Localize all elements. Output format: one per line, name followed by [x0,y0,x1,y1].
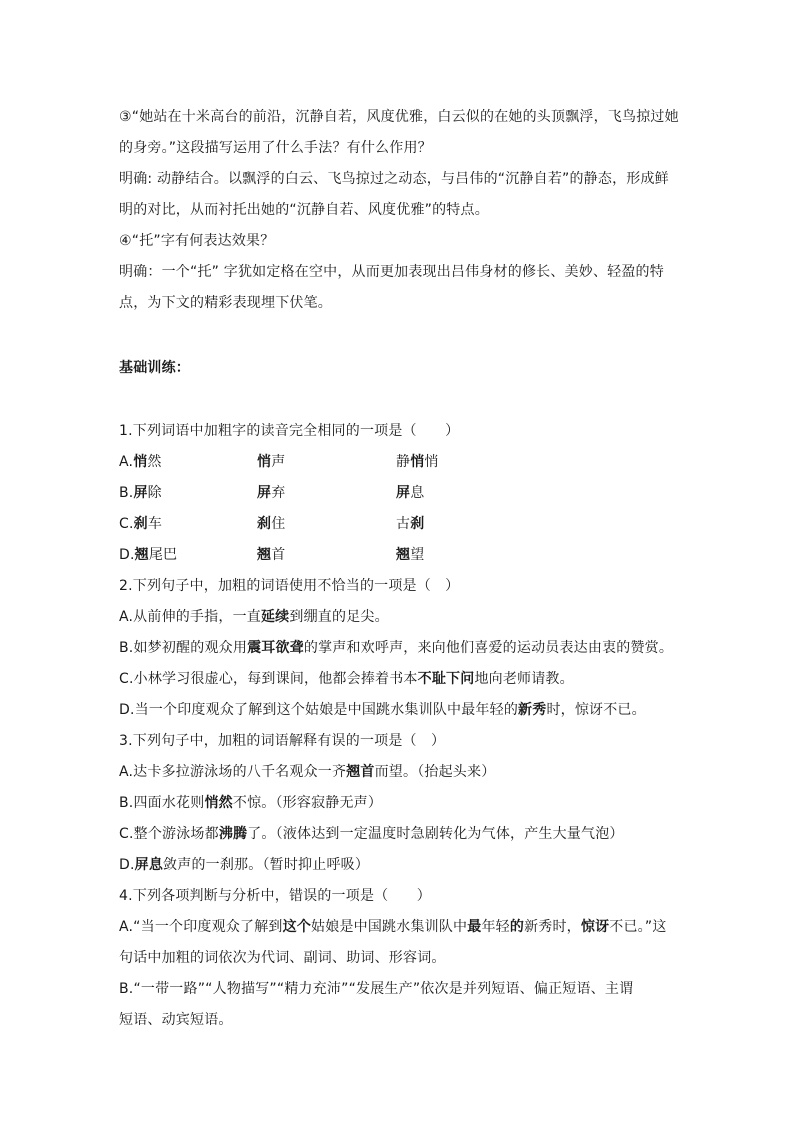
q2-stem: 2.下列句子中，加粗的词语使用不恰当的一项是（ ） [119,578,460,594]
q1-d-word1: D.翘尾巴 [119,547,178,563]
q4-option-a-line1: A.“当一个印度观众了解到这个姑娘是中国跳水集训队中最年轻的新秀时，惊讶不已。”这 [119,919,667,935]
q4-option-a-line2: 句话中加粗的词依次为代词、副词、助词、形容词。 [119,950,446,966]
q3-stem: 3.下列句子中，加粗的词语解释有误的一项是（ ） [119,733,446,749]
q3-question-line2: 的身旁。”这段描写运用了什么手法？有什么作用？ [119,140,432,156]
q2-option-a: A.从前伸的手指，一直延续到绷直的足尖。 [119,609,389,625]
document-content [119,102,679,1036]
q1-c-word1: C.刹车 [119,516,163,532]
q3-option-c: C.整个游泳场都沸腾了。（液体达到一定温度时急剧转化为气体，产生大量气泡） [119,826,624,842]
q4-answer-line1: 明确：一个“托” 字犹如定格在空中，从而更加表现出吕伟身材的修长、美妙、轻盈的特 [119,264,664,280]
q1-d-word3: 翘望 [396,547,425,563]
q1-option-b [119,478,679,509]
q4-analysis-question: ④“托”字有何表达效果？ [119,233,275,249]
q3-option-b: B.四面水花则悄然不惊。（形容寂静无声） [119,795,383,811]
q1-b-word1: B.屏除 [119,485,162,501]
q1-option-d [119,540,679,571]
q1-c-word2: 刹住 [257,516,286,532]
q3-question-line1: ③“她站在十米高台的前沿，沉静自若，风度优雅，白云似的在她的头顶飘浮，飞鸟掠过她 [119,109,679,125]
q1-option-c [119,509,679,540]
q1-a-word2: 悄声 [257,454,286,470]
q3-option-d: D.屏息敛声的一刹那。（暂时抑止呼吸） [119,857,370,873]
q4-option-b-line2: 短语、动宾短语。 [119,1012,233,1028]
q1-b-word3: 屏息 [396,485,425,501]
q4-option-b-line1: B.“一带一路”“人物描写”“精力充沛”“发展生产”依次是并列短语、偏正短语、主谓 [119,981,634,997]
q1-c-word3: 古刹 [396,516,425,532]
q1-option-a [119,447,679,478]
q1-a-word1: A.悄然 [119,454,162,470]
q3-answer-line2: 明的对比，从而衬托出她的“沉静自若、风度优雅”的特点。 [119,202,489,218]
q4-answer-line2: 点，为下文的精彩表现埋下伏笔。 [119,295,332,311]
q2-option-b: B.如梦初醒的观众用震耳欲聋的掌声和欢呼声，来向他们喜爱的运动员表达由衷的赞赏。 [119,640,674,656]
q3-option-a: A.达卡多拉游泳场的八千名观众一齐翘首而望。（抬起头来） [119,764,496,780]
q2-option-d: D.当一个印度观众了解到这个姑娘是中国跳水集训队中最年轻的新秀时，惊讶不已。 [119,702,646,718]
q1-a-word3: 静悄悄 [396,454,439,470]
spacer [119,319,679,353]
q1-stem: 1.下列词语中加粗字的读音完全相同的一项是（ ） [119,423,460,439]
q4-stem: 4.下列各项判断与分析中，错误的一项是（ ） [119,888,431,904]
spacer [119,384,679,416]
q3-answer-line1: 明确: 动静结合。以飘浮的白云、飞鸟掠过之动态，与吕伟的“沉静自若”的静态，形成鲜 [119,171,669,187]
q2-option-c: C.小林学习很虚心，每到课间，他都会捧着书本不耻下问地向老师请教。 [119,671,574,687]
q1-b-word2: 屏弃 [257,485,286,501]
q1-d-word2: 翘首 [257,547,286,563]
section-heading: 基础训练： [119,360,190,376]
